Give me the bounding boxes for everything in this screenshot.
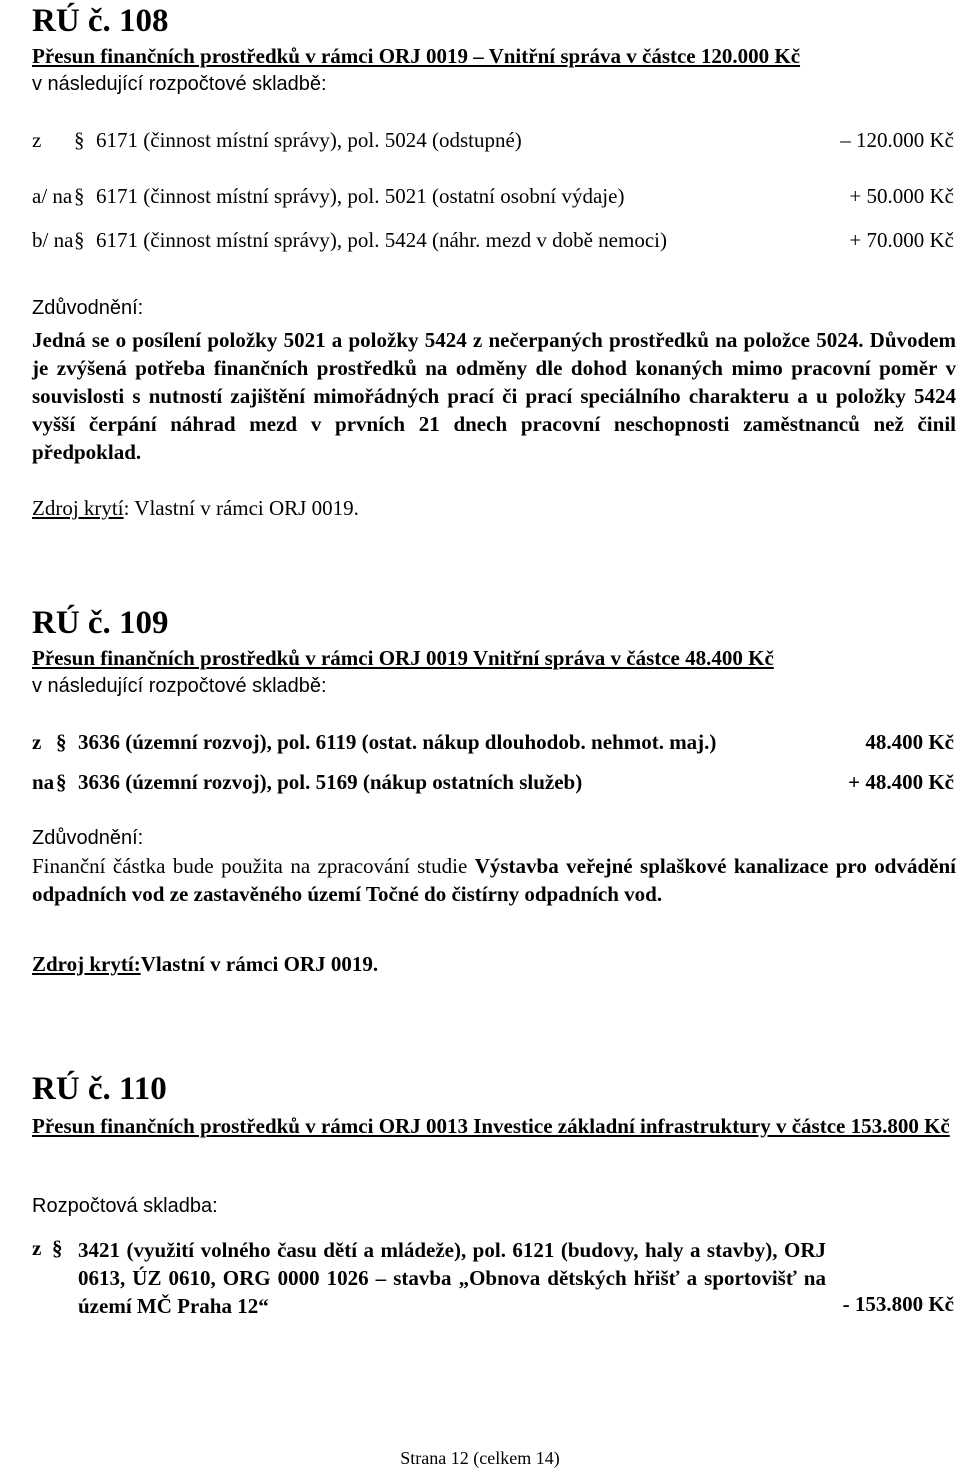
row-amount: 48.400 Kč <box>865 730 954 754</box>
section-109-title: RÚ č. 109 <box>32 605 169 641</box>
paragraph-sign-icon: § <box>56 730 67 754</box>
row-text: 3636 (územní rozvoj), pol. 5169 (nákup ostatních služeb) <box>78 770 583 794</box>
section-109-subtitle: Přesun finančních prostředků v rámci ORJ 0019 Vnitřní správa v částce 48.400 Kč <box>32 646 774 670</box>
section-110-title: RÚ č. 110 <box>32 1071 167 1107</box>
source-value: Vlastní v rámci ORJ 0019. <box>140 952 379 976</box>
row-prefix: z <box>32 128 42 152</box>
row-amount: + 50.000 Kč <box>849 184 954 208</box>
row-prefix: b/ na <box>32 228 74 252</box>
section-110-subtitle: Přesun finančních prostředků v rámci ORJ 0013 Investice základní infrastruktury v částce 153.800 Kč <box>32 1114 950 1138</box>
row-text: 6171 (činnost místní správy), pol. 5021 (ostatní osobní výdaje) <box>96 184 625 208</box>
row-prefix: z <box>32 730 42 754</box>
row-text: 6171 (činnost místní správy), pol. 5424 (náhr. mezd v době nemoci) <box>96 228 667 252</box>
section-109-justification-label: Zdůvodnění: <box>32 827 144 849</box>
paragraph-sign-icon: § <box>74 184 85 208</box>
section-108-justification-label: Zdůvodnění: <box>32 297 144 319</box>
section-108-source <box>32 496 359 521</box>
justification-bold: Výstavba veřejné splaškové kanalizace pro odvádění odpadních vod ze zastavěného území Točné do čistírny odpadních vod. <box>32 854 956 906</box>
section-108-justification-text: Jedná se o posílení položky 5021 a položky 5424 z nečerpaných prostředků na položce 5024. Důvodem je zvýšená potřeba finančních prostředků na odměny dle dohod konaných mimo pracovní poměr v souvislosti s nutností zajištění mimořádných prací či prací speciálního charakteru a u položky 5424 vyšší čerpání náhrad mezd v prvních 21 dnech pracovní neschopnosti zaměstnanců než činil předpoklad. <box>32 328 956 464</box>
paragraph-sign-icon: § <box>56 770 67 794</box>
section-110-structure-label: Rozpočtová skladba: <box>32 1195 218 1217</box>
paragraph-sign-icon: § <box>74 128 85 152</box>
row-text: 3421 (využití volného času dětí a mládeže), pol. 6121 (budovy, haly a stavby), ORJ 0613, ÚZ 0610, ORG 0000 1026 – stavba „Obnova dětských hřišť a sportovišť na území MČ Praha 12“ <box>78 1238 826 1318</box>
paragraph-sign-icon: § <box>74 228 85 252</box>
paragraph-sign-icon: § <box>52 1236 63 1260</box>
row-amount: – 120.000 Kč <box>840 128 954 152</box>
row-amount: + 48.400 Kč <box>848 770 954 794</box>
source-value: : Vlastní v rámci ORJ 0019. <box>123 496 359 520</box>
row-amount: + 70.000 Kč <box>849 228 954 252</box>
justification-plain: Finanční částka bude použita na zpracování studie <box>32 854 475 878</box>
row-amount: - 153.800 Kč <box>842 1292 954 1316</box>
source-label: Zdroj krytí: <box>32 952 141 976</box>
section-108-title: RÚ č. 108 <box>32 3 169 39</box>
section-108-structure-label: v následující rozpočtové skladbě: <box>32 73 327 95</box>
source-label: Zdroj krytí <box>32 496 124 520</box>
section-109-structure-label: v následující rozpočtové skladbě: <box>32 675 327 697</box>
section-109-justification-text <box>32 852 956 908</box>
row-prefix: na <box>32 770 55 794</box>
row-text: 6171 (činnost místní správy), pol. 5024 (odstupné) <box>96 128 522 152</box>
section-108-subtitle: Přesun finančních prostředků v rámci ORJ 0019 – Vnitřní správa v částce 120.000 Kč <box>32 44 801 68</box>
row-prefix: a/ na <box>32 184 73 208</box>
row-text: 3636 (územní rozvoj), pol. 6119 (ostat. nákup dlouhodob. nehmot. maj.) <box>78 730 717 754</box>
section-109-source <box>32 952 378 977</box>
row-prefix: z <box>32 1236 42 1260</box>
page-footer: Strana 12 (celkem 14) <box>400 1448 560 1468</box>
